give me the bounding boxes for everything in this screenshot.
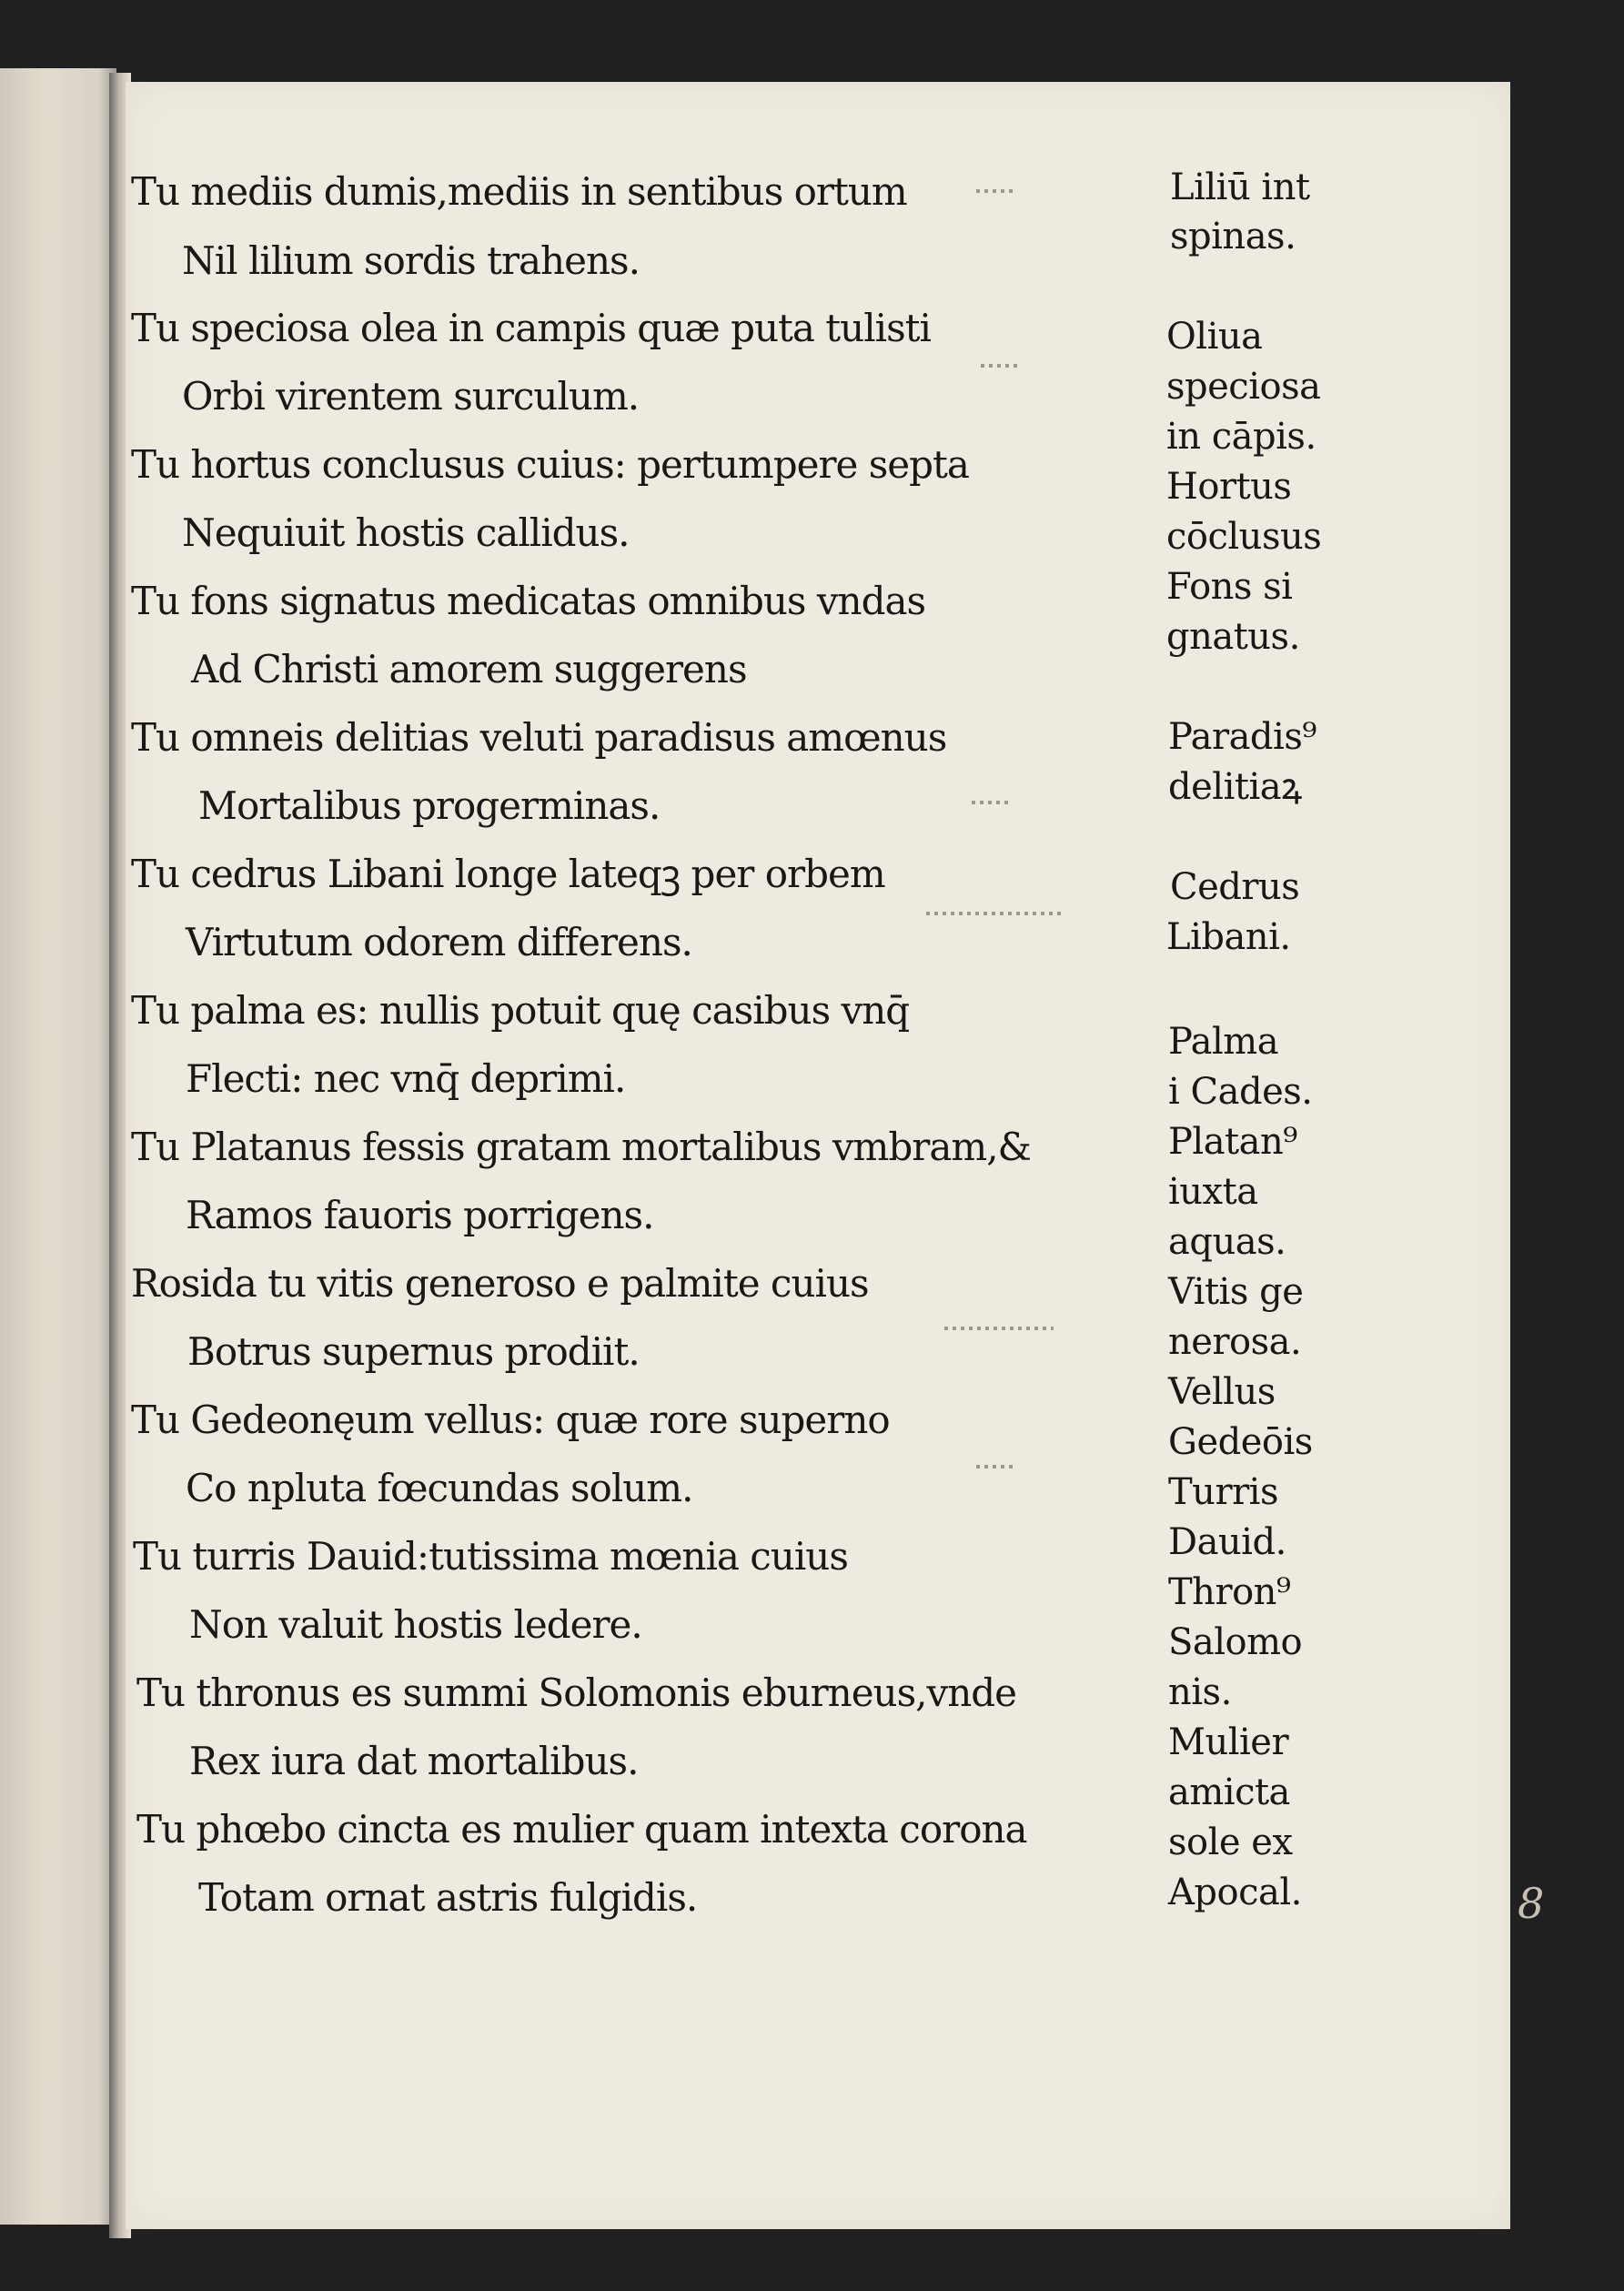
margin-note: sole ex	[1168, 1822, 1293, 1863]
margin-note: Mulier	[1168, 1721, 1289, 1763]
margin-note: aquas.	[1168, 1221, 1286, 1263]
verse-line: Rex iura dat mortalibus.	[189, 1739, 639, 1783]
margin-note: Liliū int	[1170, 167, 1310, 208]
margin-note: speciosa	[1166, 366, 1321, 408]
margin-note: nis.	[1168, 1671, 1232, 1713]
margin-note: Paradis⁹	[1168, 716, 1316, 758]
margin-note: spinas.	[1170, 216, 1296, 257]
verse-line: Virtutum odorem differens.	[186, 920, 692, 964]
margin-note: Hortus	[1166, 466, 1292, 508]
margin-note: gnatus.	[1166, 616, 1300, 658]
verse-line: Ad Christi amorem suggerens	[191, 647, 747, 691]
verse-line: Botrus supernus prodiit.	[187, 1329, 640, 1374]
stray-type-mark	[972, 801, 1008, 804]
stray-type-mark	[981, 364, 1017, 368]
verse-line: Tu cedrus Libani longe lateqꝫ per orbem	[131, 852, 885, 896]
margin-note: Palma	[1168, 1021, 1279, 1063]
verse-line: Tu Platanus fessis gratam mortalibus vmbram,&	[131, 1125, 1031, 1169]
margin-note: Fons si	[1166, 566, 1293, 608]
margin-note: delitiaꝝ	[1168, 766, 1302, 808]
margin-note: Gedeōis	[1168, 1421, 1313, 1463]
verse-line: Tu palma es: nullis potuit quę casibus vnq̄	[131, 988, 910, 1033]
margin-note: Salomo	[1168, 1621, 1303, 1663]
facing-page-edge	[0, 68, 116, 2225]
verse-line: Tu speciosa olea in campis quæ puta tulisti	[131, 306, 931, 350]
margin-note: Dauid.	[1168, 1521, 1286, 1563]
verse-line: Tu thronus es summi Solomonis eburneus,vnde	[136, 1670, 1017, 1715]
stray-type-mark	[944, 1327, 1054, 1330]
verse-line: Orbi virentem surculum.	[182, 374, 640, 419]
margin-note: Oliua	[1166, 316, 1263, 358]
margin-note: amicta	[1168, 1771, 1290, 1813]
verse-line: Co npluta fœcundas solum.	[186, 1466, 693, 1510]
stray-type-mark	[926, 912, 1063, 915]
verse-line: Tu hortus conclusus cuius: pertumpere septa	[131, 442, 969, 487]
verse-line: Totam ornat astris fulgidis.	[198, 1875, 698, 1920]
verse-line: Nequiuit hostis callidus.	[182, 510, 630, 555]
stray-type-mark	[976, 1465, 1013, 1468]
margin-note: Vitis ge	[1168, 1271, 1304, 1313]
margin-note: cōclusus	[1166, 516, 1322, 558]
verse-line: Rosida tu vitis generoso e palmite cuius	[131, 1261, 869, 1306]
margin-note: Cedrus	[1170, 866, 1300, 908]
folio-number: 8	[1518, 1879, 1545, 1928]
margin-note: iuxta	[1168, 1171, 1258, 1213]
margin-note: Thron⁹	[1168, 1571, 1291, 1613]
verse-line: Tu Gedeonęum vellus: quæ rore superno	[131, 1398, 890, 1442]
verse-line: Tu mediis dumis,mediis in sentibus ortum	[131, 169, 907, 214]
margin-note: Turris	[1168, 1471, 1279, 1513]
margin-note: i Cades.	[1168, 1071, 1313, 1113]
verse-line: Mortalibus progerminas.	[198, 783, 661, 828]
verse-line: Tu turris Dauid:tutissima mœnia cuius	[133, 1534, 848, 1579]
verse-line: Flecti: nec vnq̄ deprimi.	[186, 1056, 626, 1101]
verse-line: Non valuit hostis ledere.	[189, 1602, 642, 1647]
margin-note: in cāpis.	[1166, 416, 1316, 458]
verse-line: Tu fons signatus medicatas omnibus vndas	[131, 579, 926, 623]
verse-line: Tu omneis delitias veluti paradisus amœnus	[131, 715, 947, 760]
verse-line: Ramos fauoris porrigens.	[186, 1193, 654, 1237]
margin-note: Vellus	[1168, 1371, 1276, 1413]
margin-note: Libani.	[1166, 916, 1291, 958]
recto-page	[126, 82, 1545, 2229]
verse-line: Nil lilium sordis trahens.	[182, 238, 640, 283]
verse-line: Tu phœbo cincta es mulier quam intexta corona	[136, 1807, 1027, 1852]
margin-note: nerosa.	[1168, 1321, 1302, 1363]
stray-type-mark	[976, 189, 1013, 193]
margin-note: Apocal.	[1168, 1872, 1302, 1913]
margin-note: Platan⁹	[1168, 1121, 1297, 1163]
